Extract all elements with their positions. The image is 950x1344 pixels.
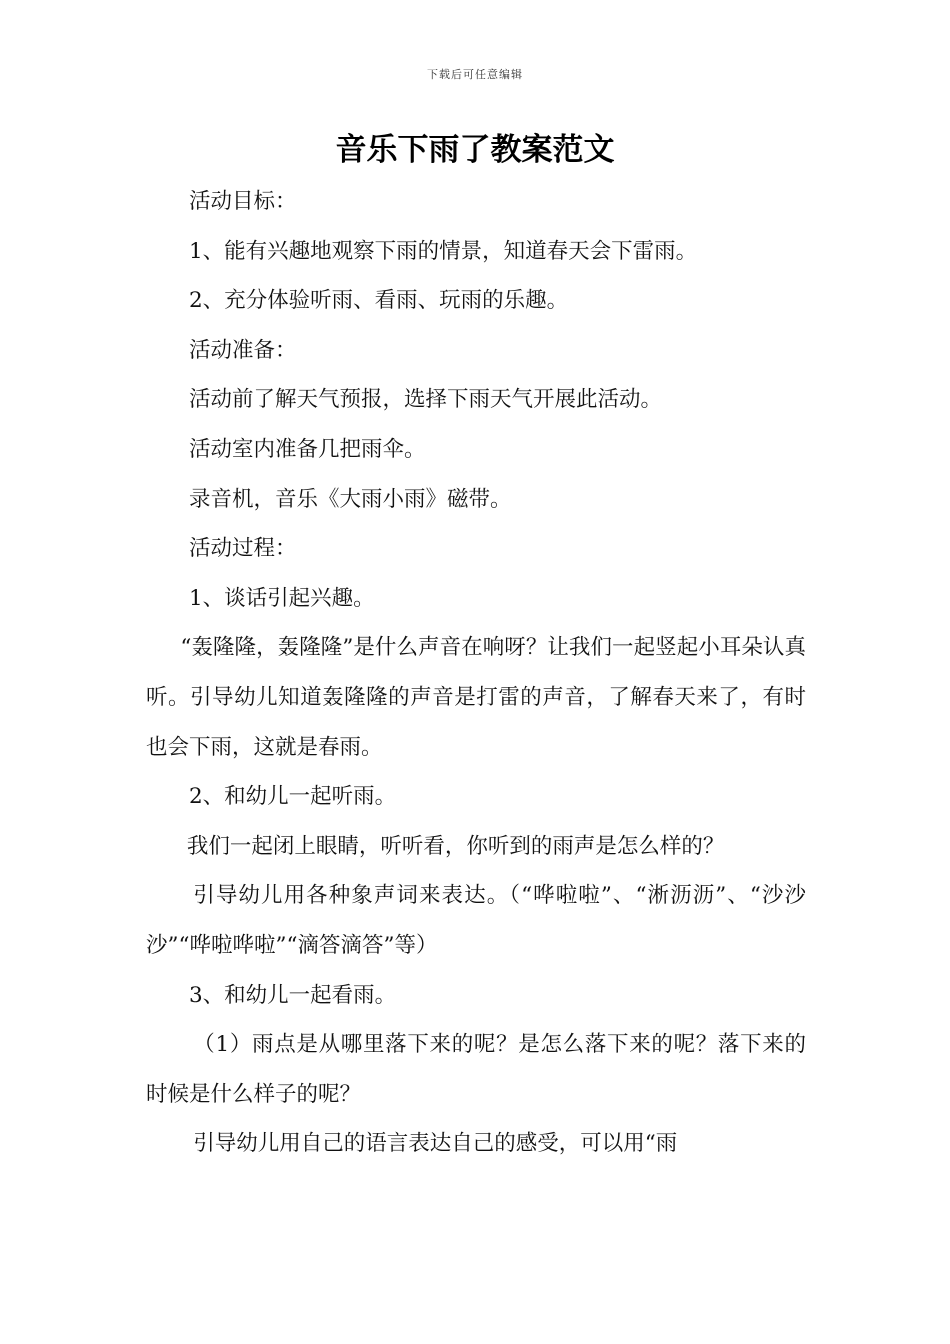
paragraph: 引导幼儿用自己的语言表达自己的感受，可以用“雨 (193, 1131, 678, 1157)
paragraph: （1）雨点是从哪里落下来的呢？是怎么落下来的呢？落下来的时候是什么样子的呢？ (146, 1032, 806, 1107)
paragraph: 录音机，音乐《大雨小雨》磁带。 (189, 486, 512, 512)
section-heading-process: 活动过程： (189, 536, 297, 562)
paragraph: 2、充分体验听雨、看雨、玩雨的乐趣。 (189, 288, 569, 314)
paragraph: 我们一起闭上眼睛，听听看，你听到的雨声是怎么样的？ (186, 833, 725, 859)
paragraph: 2、和幼儿一起听雨。 (189, 784, 397, 810)
paragraph: 活动前了解天气预报，选择下雨天气开展此活动。 (189, 387, 663, 413)
paragraph: 1、谈话引起兴趣。 (189, 585, 375, 611)
header-note: 下载后可任意编辑 (427, 68, 523, 81)
paragraph: 1、能有兴趣地观察下雨的情景，知道春天会下雷雨。 (189, 238, 698, 264)
paragraph: 引导幼儿用各种象声词来表达。（“哗啦啦”、“淅沥沥”、“沙沙沙”“哗啦哗啦”“滴答滴答”等） (146, 883, 806, 958)
document-body (146, 177, 806, 1169)
paragraph: 3、和幼儿一起看雨。 (189, 982, 397, 1008)
section-heading-goals: 活动目标： (189, 189, 297, 214)
paragraph: “轰隆隆，轰隆隆”是什么声音在响呀？让我们一起竖起小耳朵认真听。引导幼儿知道轰隆隆的声音是打雷的声音，了解春天来了，有时也会下雨，这就是春雨。 (146, 635, 806, 760)
section-heading-preparation: 活动准备： (189, 337, 297, 363)
document-title: 音乐下雨了教案范文 (335, 132, 615, 168)
paragraph: 活动室内准备几把雨伞。 (189, 436, 426, 462)
